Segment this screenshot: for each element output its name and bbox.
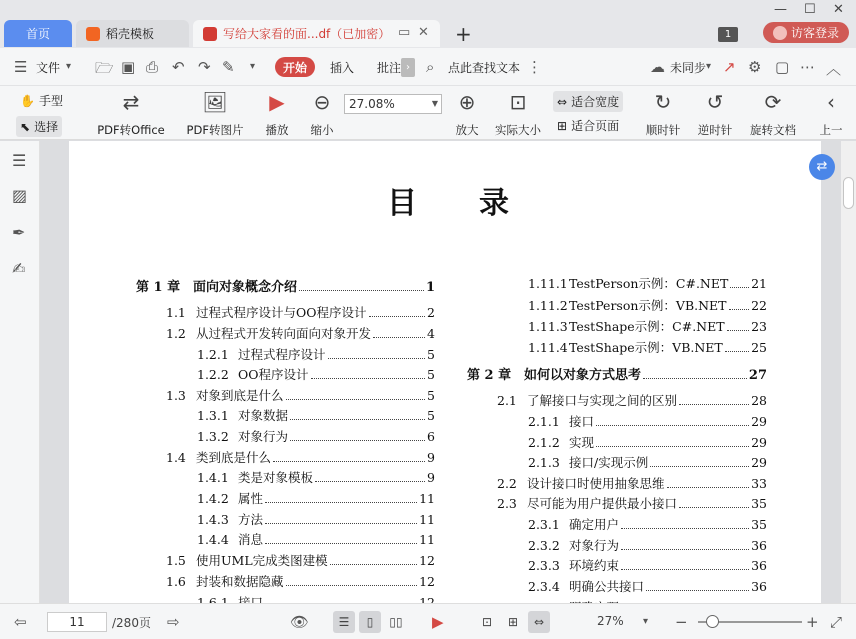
toc-entry-page: 36 xyxy=(751,558,767,573)
zoom-in-button[interactable] xyxy=(452,86,482,138)
toc-entry-number: 1.4 xyxy=(166,450,186,465)
select-tool-label: 选择 xyxy=(34,120,59,134)
play-button[interactable] xyxy=(262,86,292,138)
toc-entry[interactable] xyxy=(197,468,435,486)
toc-entry-number: 2.1.1 xyxy=(528,414,560,429)
toc-entry-number: 1.2.2 xyxy=(197,367,229,382)
play-label: 播放 xyxy=(265,123,289,137)
toc-entry-title: TestShape示例：VB.NET xyxy=(569,340,723,355)
toc-entry-number: 2.3.1 xyxy=(528,517,560,532)
search-icon[interactable]: ⌕ xyxy=(426,58,435,76)
close-window-icon[interactable]: ✕ xyxy=(833,2,844,17)
toc-leader-dots xyxy=(265,523,417,524)
toc-entry-number: 1.11.3 xyxy=(528,319,568,334)
cursor-icon: ⬉ xyxy=(20,119,31,134)
toc-leader-dots xyxy=(646,590,749,591)
format-painter-icon[interactable]: ✎ xyxy=(222,58,235,76)
status-bar xyxy=(0,603,856,639)
previous-arrow-icon: ‹ xyxy=(827,90,835,114)
menu-file[interactable]: 文件 xyxy=(36,61,61,75)
toc-entry-page: 11 xyxy=(419,532,435,547)
toc-leader-dots xyxy=(621,549,749,550)
tab-pin-icon[interactable]: ▭ xyxy=(398,25,411,40)
docer-logo-icon xyxy=(86,27,100,41)
page-number-input[interactable]: 11 xyxy=(47,612,107,632)
zoom-menu-chevron-icon[interactable]: ▾ xyxy=(643,616,649,627)
fit-page-button[interactable] xyxy=(557,117,619,134)
single-page-continuous-mode[interactable]: ☰ xyxy=(333,611,355,633)
left-sidebar xyxy=(0,141,40,603)
toc-entry[interactable] xyxy=(166,572,435,590)
toc-entry[interactable] xyxy=(497,494,767,512)
toc-entry-title: 消息 xyxy=(238,532,264,547)
zoom-out-icon: ⊖ xyxy=(313,90,331,114)
toc-leader-dots xyxy=(679,507,749,508)
toc-entry-number: 2.3.2 xyxy=(528,538,560,553)
toc-entry-page: 29 xyxy=(751,414,767,429)
toc-entry[interactable] xyxy=(166,303,435,321)
toc-entry-title: 封装和数据隐藏 xyxy=(196,574,284,589)
tab-home[interactable]: 首页 xyxy=(4,20,72,47)
toc-entry-page: 11 xyxy=(419,512,435,527)
toc-entry-page: 36 xyxy=(751,579,767,594)
fit-width-label: 适合宽度 xyxy=(571,95,620,109)
toc-chapter-entry[interactable] xyxy=(136,276,435,295)
fullscreen-icon[interactable]: ⤢ xyxy=(830,613,843,631)
toc-entry-page: 35 xyxy=(751,517,767,532)
maximize-icon[interactable]: ☐ xyxy=(804,2,816,17)
comment-icon[interactable]: ▢ xyxy=(775,58,790,76)
toc-entry-title: TestPerson示例：C#.NET xyxy=(569,276,729,291)
toc-entry-number: 1.3.1 xyxy=(197,408,229,423)
toc-leader-dots xyxy=(621,569,749,570)
fit-page-label: 适合页面 xyxy=(571,119,620,133)
avatar-icon xyxy=(773,26,787,40)
zoom-select-value: 27.08% xyxy=(349,97,395,111)
annotation-pen-icon[interactable]: ✒ xyxy=(12,223,26,242)
toc-entry-title: 对象数据 xyxy=(238,408,289,423)
pdf-to-image-icon: 🖼 xyxy=(202,90,228,114)
toc-entry-page: 33 xyxy=(751,476,767,491)
toc-leader-dots xyxy=(273,461,425,462)
toc-entry[interactable] xyxy=(528,317,767,335)
toc-entry-number: 1.2.1 xyxy=(197,347,229,362)
toc-entry-page: 29 xyxy=(751,455,767,470)
tab-document[interactable] xyxy=(193,20,440,47)
page-total: /280页 xyxy=(112,616,151,630)
toc-entry-title: 尽可能为用户提供最小接口 xyxy=(527,496,678,511)
toc-entry-title: 使用UML完成类图建模 xyxy=(196,553,328,568)
toc-leader-dots xyxy=(643,378,747,379)
toc-entry-page: 21 xyxy=(751,276,767,291)
tab-document-label: 写给大家看的面...df（已加密） xyxy=(223,27,391,41)
toc-entry-number: 1.1 xyxy=(166,305,186,320)
toc-leader-dots xyxy=(596,425,749,426)
pdf-file-icon xyxy=(203,27,217,41)
rotate-counterclockwise-icon: ↺ xyxy=(706,90,724,114)
zoom-select[interactable] xyxy=(344,94,442,114)
toc-entry-page: 28 xyxy=(751,393,767,408)
toc-leader-dots xyxy=(373,337,425,338)
pdf-to-image-button[interactable] xyxy=(184,86,246,138)
fit-width-button[interactable] xyxy=(553,91,623,112)
toc-entry[interactable] xyxy=(197,489,435,507)
toc-entry-page: 35 xyxy=(751,496,767,511)
toc-entry-title: 类到底是什么 xyxy=(196,450,272,465)
toc-entry-page: 29 xyxy=(751,435,767,450)
toc-chapter-entry[interactable] xyxy=(467,364,767,383)
open-folder-icon[interactable]: 🗁 xyxy=(95,59,114,77)
toc-entry-number: 1.11.1 xyxy=(528,276,568,291)
zoom-out-status-icon[interactable]: − xyxy=(675,613,688,631)
window-count-badge[interactable]: 1 xyxy=(718,27,738,42)
settings-icon[interactable]: ⚙ xyxy=(748,58,762,76)
rotate-clockwise-label: 顺时针 xyxy=(645,123,681,137)
toc-leader-dots xyxy=(679,404,749,405)
toc-leader-dots xyxy=(315,481,425,482)
toc-leader-dots xyxy=(730,287,749,288)
toc-entry-page: 9 xyxy=(427,470,435,485)
toc-entry[interactable] xyxy=(497,391,767,409)
toc-entry[interactable] xyxy=(197,427,435,445)
toc-entry[interactable] xyxy=(166,324,435,342)
guest-login-label: 访客登录 xyxy=(790,26,839,40)
new-tab-button[interactable]: + xyxy=(455,22,472,46)
toc-entry[interactable] xyxy=(197,345,435,363)
play-slideshow-icon[interactable]: ▶ xyxy=(432,613,444,631)
cloud-sync-icon[interactable]: ☁ xyxy=(650,58,665,76)
pdf-page xyxy=(69,141,821,603)
tab-close-icon[interactable]: ✕ xyxy=(418,25,429,40)
two-page-mode[interactable]: ▯▯ xyxy=(389,615,403,629)
toc-entry-number: 第 1 章 xyxy=(136,280,181,295)
toc-entry-number: 2.1.2 xyxy=(528,435,560,450)
toc-entry-title: 过程式程序设计 xyxy=(238,347,326,362)
toc-entry-title: 属性 xyxy=(238,491,264,506)
toc-entry-title: 对象行为 xyxy=(569,538,620,553)
toc-leader-dots xyxy=(621,528,749,529)
toc-entry[interactable] xyxy=(197,406,435,424)
fit-width-icon: ⇔ xyxy=(557,94,568,109)
toc-entry-number: 1.4.4 xyxy=(197,532,229,547)
toc-leader-dots xyxy=(729,309,750,310)
menu-start[interactable]: 开始 xyxy=(275,57,315,77)
toc-entry-title: 明确公共接口 xyxy=(569,579,645,594)
toc-leader-dots xyxy=(290,419,425,420)
redo-icon[interactable]: ↷ xyxy=(198,58,211,76)
rotate-document-icon: ⟳ xyxy=(764,90,782,114)
share-icon[interactable]: ↗ xyxy=(723,58,736,76)
toc-entry-title: 类是对象模板 xyxy=(238,470,314,485)
toc-leader-dots xyxy=(290,440,425,441)
toc-entry-number: 1.5 xyxy=(166,553,186,568)
minimize-icon[interactable]: — xyxy=(774,2,787,17)
toc-leader-dots xyxy=(265,543,417,544)
toc-entry[interactable] xyxy=(528,274,767,292)
previous-page-icon[interactable]: ⇦ xyxy=(14,613,27,631)
zoom-in-label: 放大 xyxy=(455,123,479,137)
fit-page-status-icon[interactable]: ⊞ xyxy=(507,615,519,629)
more-menus-arrow-icon[interactable]: › xyxy=(401,58,415,77)
play-icon: ▶ xyxy=(269,90,285,114)
zoom-in-status-icon[interactable]: + xyxy=(806,613,819,631)
toc-entry[interactable] xyxy=(166,551,435,569)
previous-button[interactable] xyxy=(814,86,848,138)
single-page-mode[interactable]: ▯ xyxy=(359,611,381,633)
toc-entry-page: 1 xyxy=(425,280,435,295)
toc-entry[interactable] xyxy=(497,474,767,492)
toc-entry-title: 面向对象概念介绍 xyxy=(193,280,298,295)
toc-entry-page: 22 xyxy=(751,298,767,313)
toc-entry-page: 5 xyxy=(427,347,435,362)
toc-entry-page: 27 xyxy=(748,368,767,383)
toc-entry-number: 1.6 xyxy=(166,574,186,589)
toc-leader-dots xyxy=(299,290,424,291)
hand-tool-label: 手型 xyxy=(38,94,63,108)
actual-size-label: 实际大小 xyxy=(495,123,541,137)
search-text-button[interactable]: 点此查找文本 xyxy=(448,61,521,75)
toc-entry-title: 了解接口与实现之间的区别 xyxy=(527,393,678,408)
toc-entry-number: 第 2 章 xyxy=(467,368,512,383)
toc-entry-title: 环境约束 xyxy=(569,558,620,573)
actual-size-button[interactable] xyxy=(492,86,544,138)
toc-entry[interactable] xyxy=(528,536,767,554)
previous-label: 上一 xyxy=(819,123,843,137)
sync-status[interactable]: 未同步 xyxy=(670,61,707,75)
fit-page-icon: ⊞ xyxy=(557,118,568,133)
actual-size-status-icon[interactable]: ⊡ xyxy=(481,615,493,629)
toc-leader-dots xyxy=(650,466,749,467)
eye-protection-icon[interactable]: 👁 xyxy=(290,613,310,631)
toc-entry-page: 5 xyxy=(427,388,435,403)
toc-entry-number: 2.2 xyxy=(497,476,517,491)
pdf-to-office-icon: ⇄ xyxy=(122,90,140,114)
toc-entry-title: 从过程式开发转向面向对象开发 xyxy=(196,326,372,341)
toc-entry-title: 过程式程序设计与OO程序设计 xyxy=(196,305,367,320)
toc-entry-title: 方法 xyxy=(238,512,264,527)
more-horizontal-icon[interactable]: ⋯ xyxy=(800,58,815,76)
toc-entry-number: 1.4.2 xyxy=(197,491,229,506)
toc-leader-dots xyxy=(667,487,750,488)
rotate-document-label: 旋转文档 xyxy=(750,123,796,137)
toc-entry-page: 5 xyxy=(427,367,435,382)
pdf-to-office-label: PDF转Office xyxy=(97,123,165,137)
zoom-out-label: 缩小 xyxy=(310,123,334,137)
zoom-slider-knob[interactable] xyxy=(706,615,719,628)
outline-icon[interactable]: ☰ xyxy=(12,151,27,170)
toc-entry[interactable] xyxy=(197,365,435,383)
tab-bar xyxy=(0,0,856,48)
quick-access-dropdown-icon[interactable]: ▾ xyxy=(250,61,256,72)
rotate-document-button[interactable] xyxy=(747,86,799,138)
toc-entry[interactable] xyxy=(528,515,767,533)
print-icon[interactable]: ⎙ xyxy=(146,58,159,76)
toc-entry[interactable] xyxy=(528,412,767,430)
toc-entry-title: 如何以对象方式思考 xyxy=(524,368,642,383)
toc-entry-title: 对象到底是什么 xyxy=(196,388,284,403)
document-view[interactable] xyxy=(40,141,856,603)
menu-insert[interactable]: 插入 xyxy=(330,61,355,75)
toc-entry-number: 1.3.2 xyxy=(197,429,229,444)
toc-entry-title: 接口 xyxy=(569,414,595,429)
thumbnail-icon[interactable]: ▨ xyxy=(12,186,28,205)
rotate-counterclockwise-label: 逆时针 xyxy=(697,123,733,137)
hamburger-icon[interactable]: ☰ xyxy=(14,58,28,76)
guest-login-button[interactable] xyxy=(763,22,849,43)
tab-template-label: 稻壳模板 xyxy=(106,27,155,41)
undo-icon[interactable]: ↶ xyxy=(172,58,185,76)
toc-entry-title: 确定用户 xyxy=(569,517,620,532)
toc-entry-page: 11 xyxy=(419,491,435,506)
actual-size-icon: ⊡ xyxy=(509,90,527,114)
toc-entry[interactable] xyxy=(528,296,767,314)
toc-leader-dots xyxy=(369,316,426,317)
toc-entry-page: 5 xyxy=(427,408,435,423)
toc-entry-number: 2.3.3 xyxy=(528,558,560,573)
toc-entry-page: 12 xyxy=(419,553,435,568)
toc-entry[interactable] xyxy=(528,453,767,471)
toc-entry-page: 4 xyxy=(427,326,435,341)
menu-bar xyxy=(0,48,856,86)
zoom-in-icon: ⊕ xyxy=(458,90,476,114)
floating-convert-button[interactable]: ⇄ xyxy=(809,154,835,180)
toc-entry[interactable] xyxy=(528,577,767,595)
toc-entry-page: 25 xyxy=(751,340,767,355)
toc-entry-title: TestPerson示例：VB.NET xyxy=(569,298,727,313)
sync-dropdown-icon[interactable]: ▾ xyxy=(706,61,712,72)
scrollbar-thumb[interactable] xyxy=(843,177,854,209)
toc-entry[interactable] xyxy=(197,510,435,528)
chevron-down-icon[interactable]: ▾ xyxy=(66,61,72,72)
toc-entry-title: 实现 xyxy=(569,435,595,450)
toc-entry[interactable] xyxy=(528,556,767,574)
vertical-scrollbar[interactable] xyxy=(841,141,856,603)
hand-tool[interactable] xyxy=(20,92,63,109)
toc-entry-number: 2.3 xyxy=(497,496,517,511)
rotate-clockwise-button[interactable] xyxy=(643,86,683,138)
toc-entry-page: 36 xyxy=(751,538,767,553)
next-page-icon[interactable]: ⇨ xyxy=(167,613,180,631)
pdf-to-office-button[interactable] xyxy=(92,86,170,138)
signature-icon[interactable]: ✍ xyxy=(12,259,26,278)
toc-leader-dots xyxy=(725,351,749,352)
select-tool[interactable] xyxy=(16,116,62,137)
toc-leader-dots xyxy=(328,358,426,359)
toc-entry[interactable] xyxy=(528,433,767,451)
toc-entry[interactable] xyxy=(166,386,435,404)
toc-entry-page: 12 xyxy=(419,574,435,589)
toc-entry-page: 2 xyxy=(427,305,435,320)
toc-entry-page: 6 xyxy=(427,429,435,444)
save-icon[interactable]: ▣ xyxy=(121,58,136,76)
toc-leader-dots xyxy=(596,446,749,447)
rotate-counterclockwise-button[interactable] xyxy=(695,86,735,138)
menu-annotate[interactable]: 批注 xyxy=(377,61,402,75)
toc-leader-dots xyxy=(727,330,750,331)
toc-entry-number: 1.11.4 xyxy=(528,340,568,355)
toc-entry-number: 1.2 xyxy=(166,326,186,341)
toc-entry-number: 2.1 xyxy=(497,393,517,408)
toc-entry-number: 2.1.3 xyxy=(528,455,560,470)
toc-entry-page: 23 xyxy=(751,319,767,334)
toc-title: 目录 xyxy=(387,186,571,221)
toc-entry-number: 1.3 xyxy=(166,388,186,403)
toc-entry-number: 1.4.3 xyxy=(197,512,229,527)
zoom-slider[interactable] xyxy=(698,621,802,623)
toc-entry-number: 2.3.4 xyxy=(528,579,560,594)
pdf-to-image-label: PDF转图片 xyxy=(186,123,244,137)
toc-entry-title: 接口/实现示例 xyxy=(569,455,649,470)
zoom-dropdown-icon[interactable]: ▼ xyxy=(431,99,438,108)
toc-entry-number: 1.4.1 xyxy=(197,470,229,485)
fit-width-status-icon[interactable]: ⇔ xyxy=(528,611,550,633)
toc-entry[interactable] xyxy=(197,530,435,548)
collapse-ribbon-icon[interactable]: ︿ xyxy=(826,60,842,78)
toc-leader-dots xyxy=(311,378,426,379)
toc-leader-dots xyxy=(286,399,426,400)
zoom-percent[interactable]: 27% xyxy=(597,614,624,628)
hand-icon: ✋ xyxy=(20,93,35,108)
toc-entry-title: TestShape示例：C#.NET xyxy=(569,319,725,334)
toc-entry[interactable] xyxy=(528,338,767,356)
toc-entry[interactable] xyxy=(166,448,435,466)
toc-entry-number: 1.11.2 xyxy=(528,298,568,313)
tab-template[interactable] xyxy=(76,20,189,47)
toc-entry-title: OO程序设计 xyxy=(238,367,309,382)
toc-entry-page: 9 xyxy=(427,450,435,465)
toc-leader-dots xyxy=(286,585,418,586)
toc-entry-title: 设计接口时使用抽象思维 xyxy=(527,476,665,491)
zoom-out-button[interactable] xyxy=(307,86,337,138)
toc-leader-dots xyxy=(330,564,417,565)
toc-leader-dots xyxy=(265,502,417,503)
more-vertical-icon[interactable]: ⋮ xyxy=(527,58,542,76)
rotate-clockwise-icon: ↻ xyxy=(654,90,672,114)
toc-entry-title: 对象行为 xyxy=(238,429,289,444)
